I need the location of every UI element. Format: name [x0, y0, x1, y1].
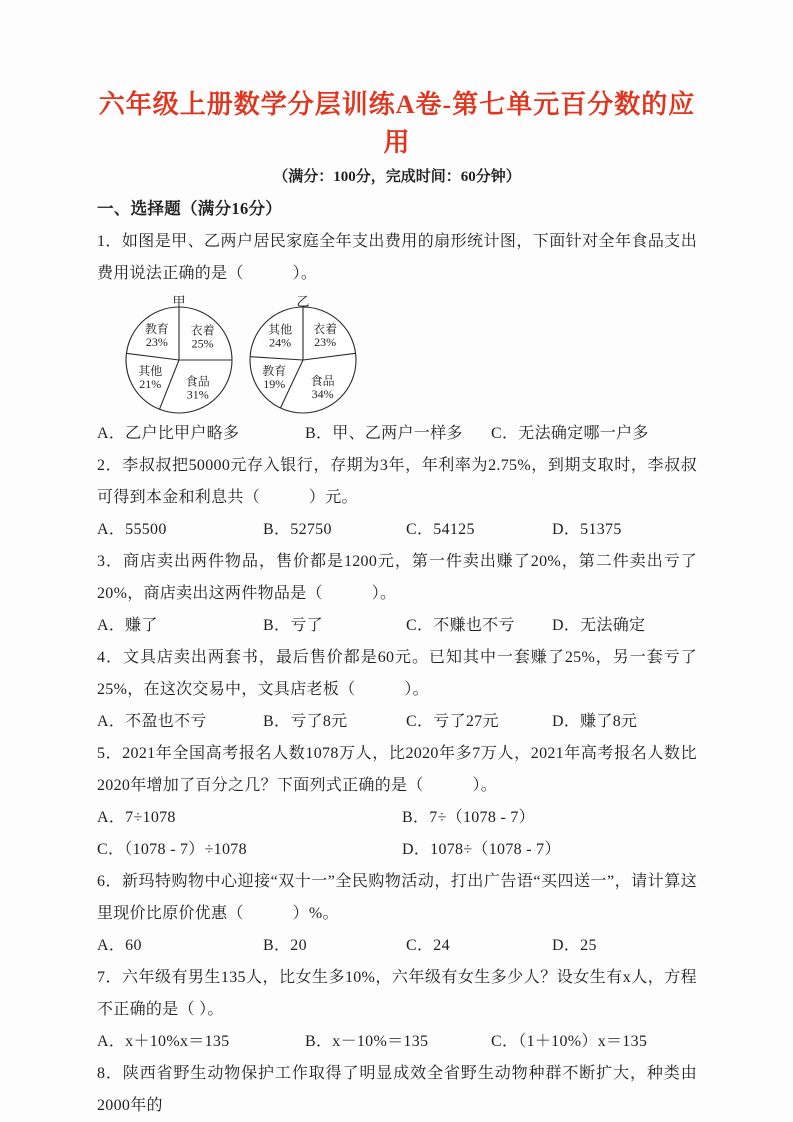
question-6-options: [97, 930, 697, 962]
question-3: [97, 546, 697, 642]
question-5-options: [97, 802, 697, 866]
question-3-option-c: C．不赚也不亏: [406, 617, 515, 634]
question-3-options: [97, 610, 697, 642]
svg-text:甲: 甲: [172, 294, 186, 309]
question-4-text: 4．文具店卖出两套书，最后售价都是60元。已知其中一套赚了25%，另一套亏了25%，在这次交易中，文具店老板（ ）。: [97, 649, 697, 698]
question-5: [97, 738, 697, 866]
question-6-option-c: C．24: [406, 937, 450, 954]
question-8-text: 8．陕西省野生动物保护工作取得了明显成效全省野生动物种群不断扩大，种类由2000年的: [97, 1065, 697, 1114]
svg-text:食品: 食品: [310, 374, 335, 389]
question-2-options: [97, 514, 697, 546]
section-heading-choice: 一、选择题（满分16分）: [97, 199, 283, 218]
question-3-option-b: B．亏了: [263, 617, 323, 634]
pie-charts-block: [117, 294, 697, 418]
question-8: [97, 1058, 697, 1122]
question-3-option-d: D．无法确定: [552, 617, 646, 634]
pie-chart-jia: [117, 294, 241, 418]
svg-text:21%: 21%: [139, 376, 162, 391]
question-4-options: [97, 706, 697, 738]
question-4-option-b: B．亏了8元: [263, 713, 348, 730]
question-1-text: 1．如图是甲、乙两户居民家庭全年支出费用的扇形统计图，下面针对全年食品支出费用说法正确的是（ ）。: [97, 233, 697, 282]
question-7-option-c: C．（1＋10%）x＝135: [491, 1033, 648, 1050]
question-6: [97, 866, 697, 962]
question-4-option-a: A．不盈也不亏: [97, 713, 207, 730]
question-7: [97, 962, 697, 1058]
svg-text:教育: 教育: [144, 321, 169, 336]
question-3-option-a: A．赚了: [97, 617, 158, 634]
svg-text:23%: 23%: [145, 334, 168, 349]
question-2-option-a: A．55500: [97, 521, 167, 538]
svg-text:食品: 食品: [185, 374, 210, 389]
question-1-option-c: C．无法确定哪一户多: [491, 425, 649, 442]
question-2-option-c: C．54125: [406, 521, 475, 538]
question-1-option-a: A．乙户比甲户略多: [97, 425, 240, 442]
svg-text:34%: 34%: [311, 387, 334, 402]
question-6-option-b: B．20: [263, 937, 307, 954]
question-5-option-c: C．（1078 - 7）÷1078: [97, 841, 247, 858]
question-6-option-a: A．60: [97, 937, 142, 954]
svg-text:24%: 24%: [269, 335, 292, 350]
question-6-text: 6．新玛特购物中心迎接“双十一”全民购物活动，打出广告语“买四送一”，请计算这里现价比原价优惠（ ）%。: [97, 873, 697, 922]
svg-text:23%: 23%: [314, 334, 337, 349]
question-7-options: [97, 1026, 697, 1058]
question-3-text: 3．商店卖出两件物品，售价都是1200元，第一件卖出赚了20%，第二件卖出亏了20%，商店卖出这两件物品是（ ）。: [97, 553, 697, 602]
question-7-text: 7．六年级有男生135人，比女生多10%，六年级有女生多少人？设女生有x人，方程不正确的是（ ）。: [97, 969, 697, 1018]
svg-text:其他: 其他: [138, 363, 163, 378]
svg-text:19%: 19%: [263, 376, 286, 391]
question-2-text: 2．李叔叔把50000元存入银行，存期为3年，年利率为2.75%，到期支取时，李叔叔可得到本金和利息共（ ）元。: [97, 457, 697, 506]
question-1: [97, 226, 697, 450]
question-2-option-b: B．52750: [263, 521, 332, 538]
svg-text:31%: 31%: [186, 387, 209, 402]
question-2: [97, 450, 697, 546]
svg-text:衣着: 衣着: [313, 321, 338, 336]
svg-text:乙: 乙: [296, 294, 310, 309]
question-5-text: 5．2021年全国高考报名人数1078万人，比2020年多7万人，2021年高考报名人数比2020年增加了百分之几？下面列式正确的是（ ）。: [97, 745, 697, 794]
question-1-option-b: B．甲、乙两户一样多: [305, 425, 463, 442]
question-5-option-b: B．7÷（1078 - 7）: [402, 809, 535, 826]
question-6-option-d: D．25: [552, 937, 597, 954]
question-7-option-a: A．x＋10%x＝135: [97, 1033, 230, 1050]
svg-text:教育: 教育: [262, 363, 287, 378]
svg-text:其他: 其他: [268, 322, 293, 337]
svg-text:衣着: 衣着: [190, 323, 215, 338]
question-1-options: [97, 418, 697, 450]
question-7-option-b: B．x－10%＝135: [305, 1033, 429, 1050]
pie-chart-yi: [241, 294, 365, 418]
question-4: [97, 642, 697, 738]
question-4-option-d: D．赚了8元: [552, 713, 638, 730]
question-4-option-c: C．亏了27元: [406, 713, 499, 730]
page-title: 六年级上册数学分层训练A卷-第七单元百分数的应用: [98, 90, 696, 157]
question-5-option-a: A．7÷1078: [97, 809, 176, 826]
question-2-option-d: D．51375: [552, 521, 622, 538]
paper-subtitle: （满分：100分，完成时间：60分钟）: [273, 169, 521, 185]
svg-text:25%: 25%: [191, 336, 214, 351]
question-5-option-d: D．1078÷（1078 - 7）: [402, 841, 561, 858]
